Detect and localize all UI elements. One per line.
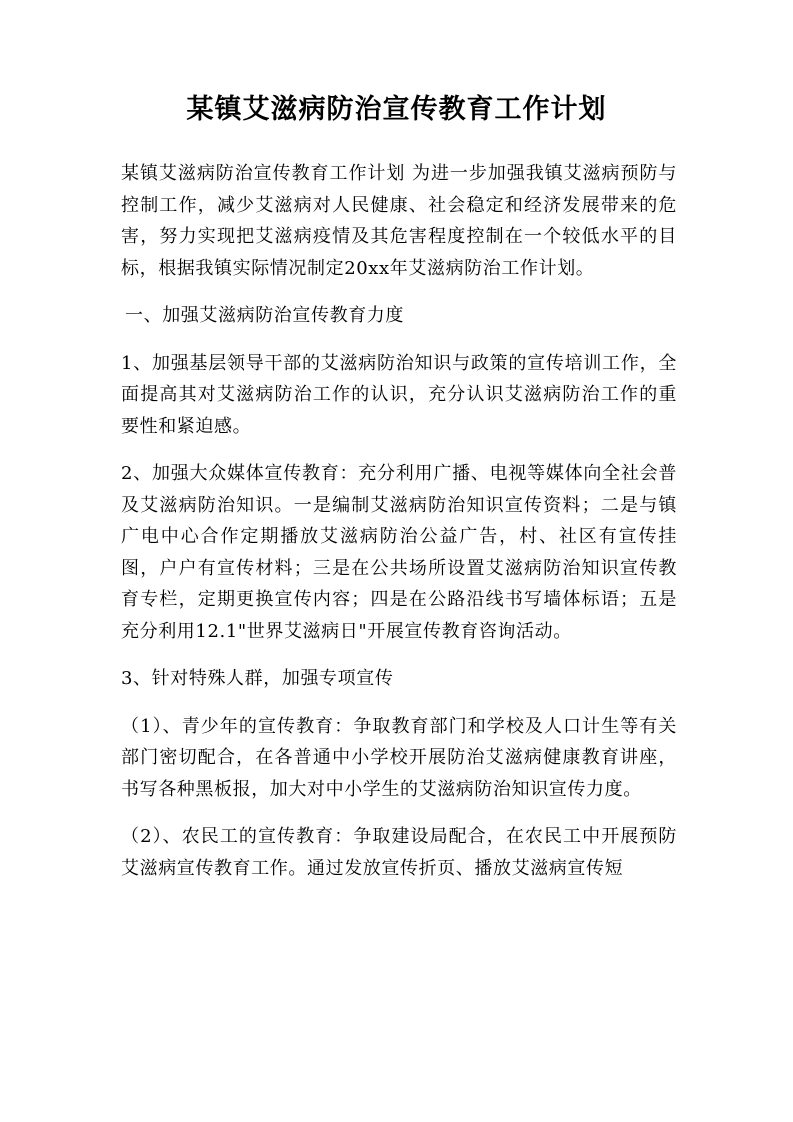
intro-paragraph: 某镇艾滋病防治宣传教育工作计划 为进一步加强我镇艾滋病预防与控制工作，减少艾滋病对人民健康、社会稳定和经济发展带来的危害，努力实现把艾滋病疫情及其危害程度控制在一个较低水平的目标，根据我镇实际情况制定20xx年艾滋病防治工作计划。 xyxy=(121,163,677,279)
paragraph-subitem-1: （1）、青少年的宣传教育：争取教育部门和学校及人口计生等有关部门密切配合，在各普通中小学校开展防治艾滋病健康教育讲座，书写各种黑板报，加大对中小学生的艾滋病防治知识宣传力度。 xyxy=(121,715,677,800)
paragraph-subitem-2: （2）、农民工的宣传教育：争取建设局配合，在农民工中开展预防艾滋病宣传教育工作。通过发放宣传折页、播放艾滋病宣传短 xyxy=(121,826,677,879)
paragraph-item-1: 1、加强基层领导干部的艾滋病防治知识与政策的宣传培训工作，全面提高其对艾滋病防治工作的认识，充分认识艾滋病防治工作的重要性和紧迫感。 xyxy=(121,352,677,437)
paragraph-item-2: 2、加强大众媒体宣传教育：充分利用广播、电视等媒体向全社会普及艾滋病防治知识。一是编制艾滋病防治知识宣传资料；二是与镇广电中心合作定期播放艾滋病防治公益广告，村、社区有宣传挂图，户户有宣传材料；三是在公共场所设置艾滋病防治知识宣传教育专栏，定期更换宣传内容；四是在公路沿线书写墙体标语；五是充分利用12.1"世界艾滋病日"开展宣传教育咨询活动。 xyxy=(121,463,677,642)
document-body xyxy=(121,158,677,900)
document-title: 某镇艾滋病防治宣传教育工作计划 xyxy=(186,94,607,125)
paragraph-item-3: 3、针对特殊人群，加强专项宣传 xyxy=(121,668,394,689)
section-heading-1: 一、加强艾滋病防治宣传教育力度 xyxy=(125,305,404,326)
